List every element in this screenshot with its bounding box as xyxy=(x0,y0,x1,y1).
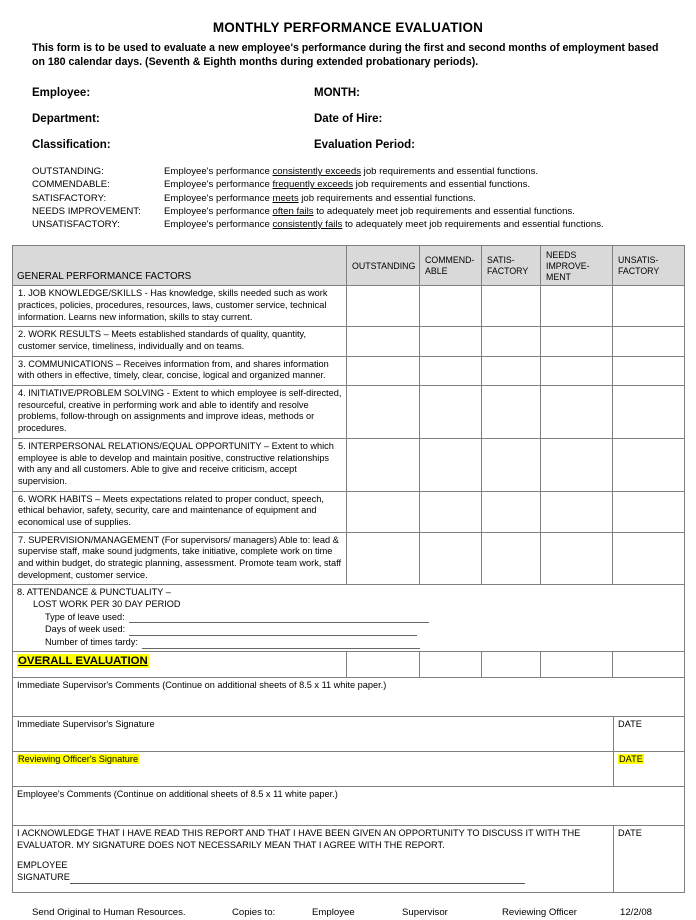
attendance-subtitle: LOST WORK PER 30 DAY PERIOD xyxy=(33,599,181,610)
rating-cell-needs-improvement[interactable] xyxy=(541,438,613,491)
factor-supervision-management: 7. SUPERVISION/MANAGEMENT (For supervisors/ managers) Able to: lead & supervise staff, make sound judgments, take initiative, complete work on time and within budget, do strategic planning, assessment. Promote team work, staff development, customer service. xyxy=(13,532,347,585)
rating-cell-commendable[interactable] xyxy=(420,327,482,356)
definition-emphasis: frequently exceeds xyxy=(272,179,354,191)
definition-pre: Employee's performance xyxy=(164,205,273,217)
definition-outstanding xyxy=(32,165,664,178)
factor-interpersonal-relations: 5. INTERPERSONAL RELATIONS/EQUAL OPPORTUNITY – Extent to which employee is able to develop and maintain positive, constructive relationships with any and all customers. Able to give and receive criticism, accept supervision. xyxy=(13,438,347,491)
employee-signature-block xyxy=(17,860,610,883)
definition-term: COMMENDABLE: xyxy=(32,179,110,191)
reviewing-officer-date-label: DATE xyxy=(619,753,643,764)
rating-cell-unsatisfactory[interactable] xyxy=(613,356,685,385)
form-instructions: This form is to be used to evaluate a new employee's performance during the first and second months of employment based on 180 calendar days. (Seventh & Eighth months during extended probationary periods). xyxy=(32,42,659,68)
evaluation-table xyxy=(12,245,685,678)
attendance-field-rule[interactable] xyxy=(129,626,417,636)
rating-cell-satisfactory[interactable] xyxy=(482,327,541,356)
employee-label: Employee: xyxy=(32,87,91,100)
definition-description xyxy=(164,192,664,205)
rating-cell-unsatisfactory[interactable] xyxy=(613,438,685,491)
supervisor-comments-field[interactable]: Immediate Supervisor's Comments (Continue on additional sheets of 8.5 x 11 white paper.) xyxy=(13,677,685,716)
acknowledgement-text: I ACKNOWLEDGE THAT I HAVE READ THIS REPORT AND THAT I HAVE BEEN GIVEN AN OPPORTUNITY TO DISCUSS IT WITH THE EVALUATOR. MY SIGNATURE DOES NOT NECESSARILY MEAN THAT I AGREE WITH THE REPORT. xyxy=(17,827,581,850)
rating-cell-needs-improvement[interactable] xyxy=(541,356,613,385)
rating-cell-needs-improvement[interactable] xyxy=(541,286,613,327)
rating-cell-unsatisfactory[interactable] xyxy=(613,532,685,585)
attendance-field-type-of-leave[interactable] xyxy=(17,612,681,624)
factor-attendance-punctuality xyxy=(13,585,685,651)
field-row-department-hire xyxy=(32,113,664,125)
definition-pre: Employee's performance xyxy=(164,179,273,191)
overall-evaluation-cell xyxy=(13,651,347,677)
definition-commendable xyxy=(32,178,664,191)
rating-cell-unsatisfactory[interactable] xyxy=(613,327,685,356)
rating-cell-unsatisfactory[interactable] xyxy=(613,491,685,532)
table-row-employee-comments xyxy=(13,786,685,825)
rating-cell-satisfactory[interactable] xyxy=(482,356,541,385)
rating-cell-needs-improvement[interactable] xyxy=(541,386,613,439)
overall-rating-cell-unsatisfactory[interactable] xyxy=(613,651,685,677)
attendance-field-label: Days of week used: xyxy=(45,624,126,635)
footer-copies-to: Copies to: xyxy=(232,906,276,918)
footer-copy-supervisor: Supervisor xyxy=(402,906,448,918)
table-header-row xyxy=(13,246,685,286)
evaluation-period-label: Evaluation Period: xyxy=(314,139,415,152)
definition-term: SATISFACTORY: xyxy=(32,192,107,204)
overall-rating-cell-commendable[interactable] xyxy=(420,651,482,677)
definition-description xyxy=(164,178,664,191)
signatures-table xyxy=(12,677,685,893)
table-row-overall-evaluation xyxy=(13,651,685,677)
overall-evaluation-label: OVERALL EVALUATION xyxy=(18,654,148,667)
rating-cell-commendable[interactable] xyxy=(420,386,482,439)
table-row-acknowledgement xyxy=(13,825,685,892)
factor-initiative-problem-solving: 4. INITIATIVE/PROBLEM SOLVING - Extent to which employee is self-directed, resourceful, creative in performing work and able to identify and resolve problems, follow-through on assignments and improve ideas, methods or procedures. xyxy=(13,386,347,439)
employee-signature-line[interactable] xyxy=(17,872,610,884)
footer-revision-date: 12/2/08 xyxy=(620,906,653,918)
table-row-supervisor-comments xyxy=(13,677,685,716)
column-header-outstanding: OUTSTANDING xyxy=(347,246,420,286)
attendance-field-days-of-week[interactable] xyxy=(17,624,681,636)
reviewing-officer-date-field[interactable] xyxy=(614,751,685,786)
rating-cell-satisfactory[interactable] xyxy=(482,286,541,327)
definition-emphasis: consistently fails xyxy=(272,219,343,231)
definition-post: job requirements and essential functions. xyxy=(298,192,476,204)
factor-work-habits: 6. WORK HABITS – Meets expectations related to proper conduct, speech, ethical behavior, safety, security, care and maintenance of equipment and economical use of supplies. xyxy=(13,491,347,532)
employee-signature-rule[interactable] xyxy=(70,874,525,884)
table-row-reviewing-officer-signature xyxy=(13,751,685,786)
column-header-unsatisfactory: UNSATIS- FACTORY xyxy=(613,246,685,286)
classification-label: Classification: xyxy=(32,139,111,152)
factor-job-knowledge: 1. JOB KNOWLEDGE/SKILLS - Has knowledge, skills needed such as work practices, policies, procedures, resources, laws, customer service, technical information. Learns new information, skills to stay current. xyxy=(13,286,347,327)
definition-satisfactory xyxy=(32,192,664,205)
rating-cell-commendable[interactable] xyxy=(420,356,482,385)
attendance-field-label: Number of times tardy: xyxy=(45,637,138,648)
rating-cell-outstanding[interactable] xyxy=(347,438,420,491)
definition-post: to adequately meet job requirements and essential functions. xyxy=(313,205,575,217)
page-title: MONTHLY PERFORMANCE EVALUATION xyxy=(212,20,484,35)
column-header-satisfactory: SATIS- FACTORY xyxy=(482,246,541,286)
employee-signature-label-line2: SIGNATURE xyxy=(17,871,70,882)
rating-cell-satisfactory[interactable] xyxy=(482,491,541,532)
date-of-hire-label: Date of Hire: xyxy=(314,113,383,126)
definition-post: to adequately meet job requirements and essential functions. xyxy=(342,219,604,231)
table-row-supervisor-signature xyxy=(13,716,685,751)
rating-cell-satisfactory[interactable] xyxy=(482,386,541,439)
acknowledgement-date-field[interactable]: DATE xyxy=(614,825,685,892)
rating-cell-unsatisfactory[interactable] xyxy=(613,386,685,439)
footer-send-original: Send Original to Human Resources. xyxy=(32,906,186,918)
acknowledgement-cell xyxy=(13,825,614,892)
rating-cell-unsatisfactory[interactable] xyxy=(613,286,685,327)
attendance-title: 8. ATTENDANCE & PUNCTUALITY – xyxy=(17,587,171,598)
supervisor-date-field[interactable]: DATE xyxy=(614,716,685,751)
factor-work-results: 2. WORK RESULTS – Meets established standards of quality, quantity, customer service, timeliness, individually and on teams. xyxy=(13,327,347,356)
rating-cell-satisfactory[interactable] xyxy=(482,438,541,491)
rating-cell-outstanding[interactable] xyxy=(347,327,420,356)
month-label: MONTH: xyxy=(314,87,360,100)
attendance-field-times-tardy[interactable] xyxy=(17,637,681,649)
department-label: Department: xyxy=(32,113,100,126)
rating-cell-satisfactory[interactable] xyxy=(482,532,541,585)
rating-cell-needs-improvement[interactable] xyxy=(541,532,613,585)
column-header-needs-improvement: NEEDS IMPROVE- MENT xyxy=(541,246,613,286)
footer-copy-employee: Employee xyxy=(312,906,355,918)
employee-signature-label-line1: EMPLOYEE xyxy=(17,860,68,871)
table-row xyxy=(13,438,685,491)
definition-emphasis: often fails xyxy=(272,205,314,217)
factor-communications: 3. COMMUNICATIONS – Receives information from, and shares information with others in effective, timely, clear, concise, logical and organized manner. xyxy=(13,356,347,385)
rating-cell-outstanding[interactable] xyxy=(347,286,420,327)
table-row xyxy=(13,491,685,532)
rating-cell-commendable[interactable] xyxy=(420,491,482,532)
definition-post: job requirements and essential functions. xyxy=(361,166,539,178)
definition-term: UNSATISFACTORY: xyxy=(32,219,120,231)
employee-comments-field[interactable]: Employee's Comments (Continue on additional sheets of 8.5 x 11 white paper.) xyxy=(13,786,685,825)
definition-pre: Employee's performance xyxy=(164,192,273,204)
field-row-employee-month xyxy=(32,87,664,99)
field-row-classification-period xyxy=(32,139,664,151)
definition-description xyxy=(164,165,664,178)
overall-rating-cell-satisfactory[interactable] xyxy=(482,651,541,677)
attendance-field-rule[interactable] xyxy=(129,613,429,623)
table-row xyxy=(13,286,685,327)
reviewing-officer-signature-label: Reviewing Officer's Signature xyxy=(18,753,139,764)
column-header-factors: GENERAL PERFORMANCE FACTORS xyxy=(13,246,347,286)
rating-cell-outstanding[interactable] xyxy=(347,532,420,585)
definition-term: OUTSTANDING: xyxy=(32,166,104,178)
supervisor-signature-field[interactable]: Immediate Supervisor's Signature xyxy=(13,716,614,751)
definition-term: NEEDS IMPROVEMENT: xyxy=(32,205,141,217)
footer-copy-reviewing-officer: Reviewing Officer xyxy=(502,906,578,918)
definition-pre: Employee's performance xyxy=(164,166,273,178)
rating-cell-needs-improvement[interactable] xyxy=(541,491,613,532)
definition-emphasis: meets xyxy=(272,192,299,204)
rating-definitions xyxy=(0,165,696,231)
reviewing-officer-signature-field[interactable] xyxy=(13,751,614,786)
definition-pre: Employee's performance xyxy=(164,219,273,231)
definition-description xyxy=(164,218,664,231)
rating-cell-needs-improvement[interactable] xyxy=(541,327,613,356)
overall-rating-cell-outstanding[interactable] xyxy=(347,651,420,677)
definition-description xyxy=(164,205,664,218)
rating-cell-commendable[interactable] xyxy=(420,286,482,327)
definition-post: job requirements and essential functions. xyxy=(353,179,531,191)
rating-cell-commendable[interactable] xyxy=(420,438,482,491)
table-row xyxy=(13,356,685,385)
table-row xyxy=(13,327,685,356)
definition-needs-improvement xyxy=(32,205,664,218)
overall-rating-cell-needs-improvement[interactable] xyxy=(541,651,613,677)
table-row xyxy=(13,386,685,439)
table-row-attendance xyxy=(13,585,685,651)
footer xyxy=(0,907,696,918)
attendance-field-label: Type of leave used: xyxy=(45,611,125,622)
rating-cell-commendable[interactable] xyxy=(420,532,482,585)
rating-cell-outstanding[interactable] xyxy=(347,491,420,532)
table-row xyxy=(13,532,685,585)
definition-emphasis: consistently exceeds xyxy=(272,166,362,178)
rating-cell-outstanding[interactable] xyxy=(347,356,420,385)
evaluation-form-page xyxy=(0,20,696,920)
definition-unsatisfactory xyxy=(32,218,664,231)
column-header-commendable: COMMEND- ABLE xyxy=(420,246,482,286)
attendance-field-rule[interactable] xyxy=(142,639,420,649)
employee-fields xyxy=(0,87,696,151)
rating-cell-outstanding[interactable] xyxy=(347,386,420,439)
